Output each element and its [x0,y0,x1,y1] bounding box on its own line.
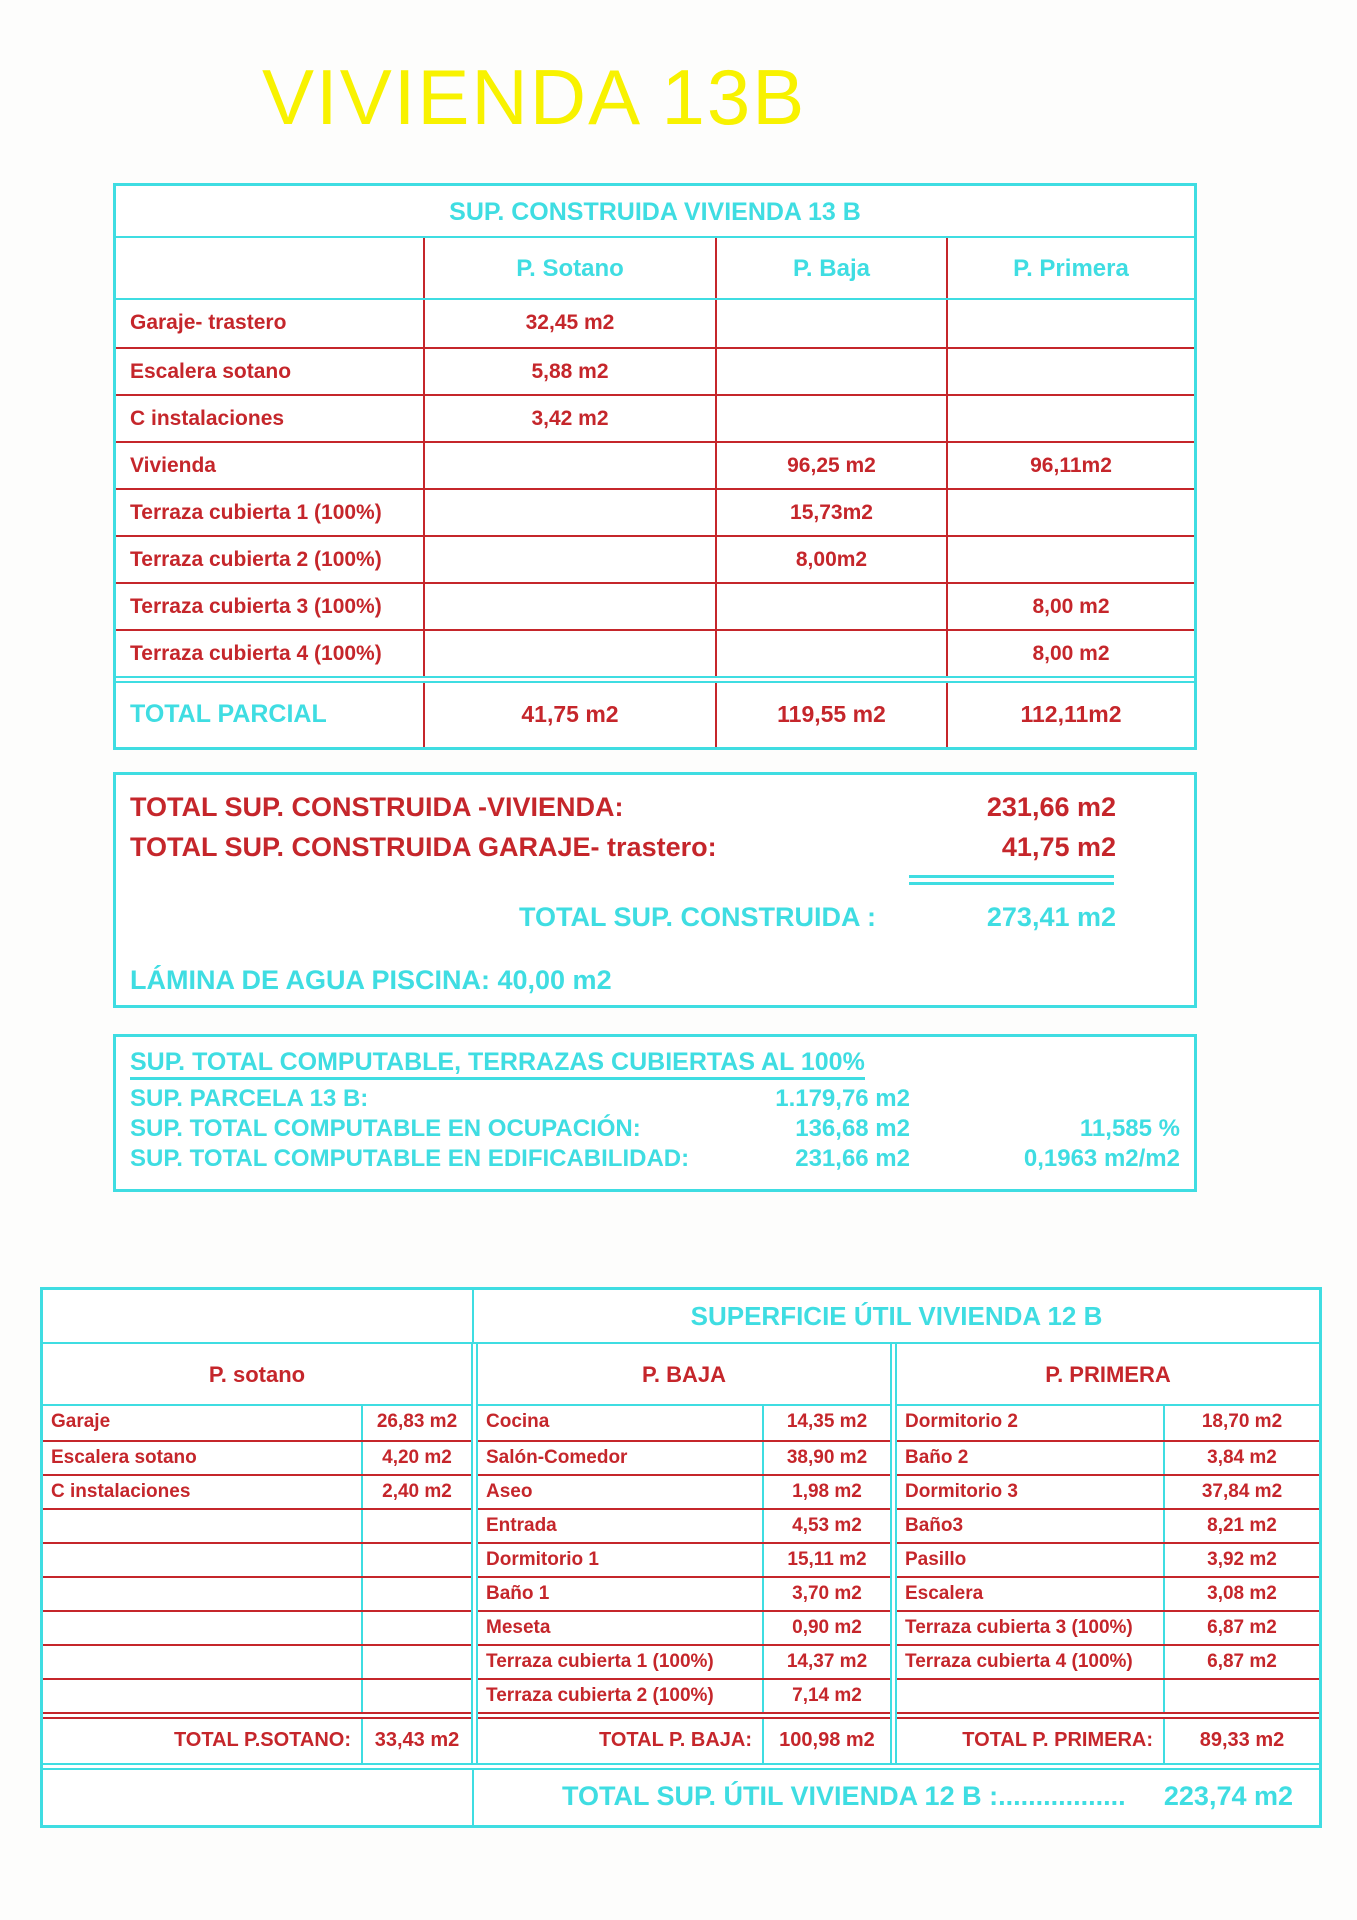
total-garaje-value: 41,75 m2 [1001,832,1116,862]
lamina-piscina-line: LÁMINA DE AGUA PISCINA: 40,00 m2 [130,965,612,995]
computable-line [130,1144,1180,1174]
row-label: Terraza cubierta 1 (100%) [486,1651,714,1672]
total-parcial-row [116,683,1194,747]
table-row [43,1406,471,1440]
table-row [897,1678,1319,1712]
row-value: 6,87 m2 [1163,1646,1319,1678]
total-construida-box [113,772,1197,1008]
row-label [897,1680,1163,1712]
row-value [361,1578,471,1610]
total-vivienda-line [116,787,1194,827]
computable-label: SUP. TOTAL COMPUTABLE EN EDIFICABILIDAD: [130,1145,690,1172]
row-label [43,1680,361,1712]
sum-rule [909,875,1114,885]
row-value-baja [715,300,946,347]
total-sotano-row [43,1719,471,1763]
row-label: C instalaciones [51,1481,191,1502]
table-row [478,1440,890,1474]
computable-heading: SUP. TOTAL COMPUTABLE, TERRAZAS CUBIERTAS AL 100% [130,1047,865,1080]
util-table-title: SUPERFICIE ÚTIL VIVIENDA 12 B [690,1301,1103,1331]
computable-extra: 11,585 % [1079,1115,1180,1142]
row-value-sotano: 32,45 m2 [423,300,715,347]
row-value: 14,35 m2 [762,1406,890,1440]
total-parcial-baja: 119,55 m2 [715,683,946,747]
table-row [478,1508,890,1542]
total-garaje-label: TOTAL SUP. CONSTRUIDA GARAJE- trastero: [130,832,717,862]
table-row [43,1440,471,1474]
total-sotano-value: 33,43 m2 [361,1719,471,1763]
row-label: Garaje [51,1411,111,1432]
table-row [116,441,1194,488]
table-row [478,1576,890,1610]
row-value-sotano: 5,88 m2 [423,349,715,394]
table-row [116,394,1194,441]
row-value-primera: 8,00 m2 [946,584,1194,629]
row-value-baja: 15,73m2 [715,490,946,535]
total-parcial-sotano: 41,75 m2 [423,683,715,747]
table-row [478,1406,890,1440]
row-label: Baño3 [905,1515,964,1536]
row-label: Terraza cubierta 1 (100%) [130,501,382,524]
row-value: 3,92 m2 [1163,1544,1319,1576]
group-p-primera [897,1344,1319,1763]
row-value-sotano [423,631,715,676]
computable-line [130,1114,1180,1144]
computable-extra: 0,1963 m2/m2 [1023,1145,1180,1172]
group-rows-primera [897,1406,1319,1712]
group-p-sotano [43,1344,471,1763]
row-value: 8,21 m2 [1163,1510,1319,1542]
row-value: 0,90 m2 [762,1612,890,1644]
table-row [43,1474,471,1508]
row-value: 4,53 m2 [762,1510,890,1542]
row-value-baja [715,584,946,629]
row-label: C instalaciones [130,407,285,430]
row-value: 37,84 m2 [1163,1476,1319,1508]
table-row [897,1406,1319,1440]
totals-separator [43,1712,471,1719]
row-label: Dormitorio 2 [905,1411,1018,1432]
header-p-primera: P. Primera [946,238,1194,298]
row-value-primera [946,349,1194,394]
group-rows-baja [478,1406,890,1712]
total-parcial-primera: 112,11m2 [946,683,1194,747]
header-empty-cell [116,238,423,298]
grand-total-empty-cell [43,1770,474,1825]
table-row [478,1644,890,1678]
row-value: 7,14 m2 [762,1680,890,1712]
table-row [43,1610,471,1644]
table-row [897,1644,1319,1678]
row-value: 4,20 m2 [361,1442,471,1474]
row-value-baja: 96,25 m2 [715,443,946,488]
row-value-baja [715,349,946,394]
totals-separator [897,1712,1319,1719]
group-header-primera: P. PRIMERA [897,1344,1319,1406]
row-label: Entrada [486,1515,557,1536]
row-label: Terraza cubierta 3 (100%) [905,1617,1133,1638]
row-value-sotano [423,443,715,488]
row-value: 18,70 m2 [1163,1406,1319,1440]
row-label: Pasillo [905,1549,967,1570]
row-label: Garaje- trastero [130,311,287,334]
total-primera-value: 89,33 m2 [1163,1719,1319,1763]
row-label: Terraza cubierta 3 (100%) [130,595,382,618]
total-vivienda-value: 231,66 m2 [986,792,1116,822]
table-row [116,582,1194,629]
row-label: Terraza cubierta 4 (100%) [905,1651,1133,1672]
total-sotano-label: TOTAL P.SOTANO: [173,1729,351,1751]
table-row [478,1474,890,1508]
row-label: Dormitorio 3 [905,1481,1018,1502]
row-value-sotano: 3,42 m2 [423,396,715,441]
row-label: Aseo [486,1481,533,1502]
computable-extra [910,1084,1180,1114]
row-value: 3,08 m2 [1163,1578,1319,1610]
row-label: Terraza cubierta 4 (100%) [130,642,382,665]
table-title: SUP. CONSTRUIDA VIVIENDA 13 B [116,186,1194,238]
total-vivienda-label: TOTAL SUP. CONSTRUIDA -VIVIENDA: [130,792,624,822]
page-title: VIVIENDA 13B [262,53,807,141]
totals-separator [478,1712,890,1719]
table-row [478,1678,890,1712]
total-construida-value: 273,41 m2 [986,902,1116,932]
table-row [897,1542,1319,1576]
total-separator [116,676,1194,683]
table-row [897,1474,1319,1508]
row-value [361,1544,471,1576]
row-value [361,1510,471,1542]
table-body [116,300,1194,676]
row-label: Escalera sotano [130,360,292,383]
computable-value: 1.179,76 m2 [775,1085,910,1112]
table-row [43,1678,471,1712]
total-baja-label: TOTAL P. BAJA: [599,1729,752,1751]
row-label: Terraza cubierta 2 (100%) [130,548,382,571]
total-primera-label: TOTAL P. PRIMERA: [962,1729,1153,1751]
row-value [361,1680,471,1712]
grand-total-main [474,1770,1319,1825]
total-construida-label: TOTAL SUP. CONSTRUIDA : [518,902,876,932]
table-row [43,1576,471,1610]
table-row [43,1542,471,1576]
table-row [116,629,1194,676]
table-row [897,1610,1319,1644]
total-baja-row [478,1719,890,1763]
row-value-sotano [423,490,715,535]
group-header-sotano: P. sotano [43,1344,471,1406]
sup-construida-table [113,183,1197,750]
computable-box [113,1034,1197,1192]
grand-total-value: 223,74 m2 [1163,1781,1293,1811]
table-row [116,535,1194,582]
row-label [43,1612,361,1644]
total-primera-row [897,1719,1319,1763]
row-value-primera [946,490,1194,535]
total-construida-line [116,895,1194,939]
row-label: Vivienda [130,454,216,477]
row-value-baja [715,396,946,441]
row-value-baja [715,631,946,676]
grand-total-row [43,1770,1319,1825]
table-row [116,347,1194,394]
table-row [116,300,1194,347]
computable-label: SUP. TOTAL COMPUTABLE EN OCUPACIÓN: [130,1115,641,1142]
header-p-sotano: P. Sotano [423,238,715,298]
row-value [361,1612,471,1644]
grand-total-separator [43,1763,1319,1770]
util-title-row [43,1290,1319,1344]
row-label [43,1544,361,1576]
computable-value: 231,66 m2 [795,1145,910,1172]
group-divider [471,1344,478,1763]
row-value-primera: 8,00 m2 [946,631,1194,676]
util-title-empty-cell [43,1290,474,1342]
group-rows-sotano [43,1406,471,1712]
row-label: Dormitorio 1 [486,1549,599,1570]
total-baja-value: 100,98 m2 [762,1719,890,1763]
group-divider [890,1344,897,1763]
row-value: 26,83 m2 [361,1406,471,1440]
row-label [43,1646,361,1678]
row-value-primera [946,537,1194,582]
row-label [43,1510,361,1542]
row-label: Meseta [486,1617,551,1638]
group-p-baja [478,1344,890,1763]
row-label [43,1578,361,1610]
row-value-baja: 8,00m2 [715,537,946,582]
superficie-util-table [40,1287,1322,1828]
row-value-primera [946,396,1194,441]
row-label: Terraza cubierta 2 (100%) [486,1685,714,1706]
computable-lines [130,1084,1180,1174]
row-label: Cocina [486,1411,550,1432]
row-value: 14,37 m2 [762,1646,890,1678]
row-label: Salón-Comedor [486,1447,628,1468]
row-value: 6,87 m2 [1163,1612,1319,1644]
row-label: Baño 1 [486,1583,550,1604]
row-value: 1,98 m2 [762,1476,890,1508]
header-p-baja: P. Baja [715,238,946,298]
total-garaje-line [116,827,1194,867]
row-label: Baño 2 [905,1447,969,1468]
grand-total-label: TOTAL SUP. ÚTIL VIVIENDA 12 B :................. [562,1781,1126,1811]
table-row [116,488,1194,535]
group-header-baja: P. BAJA [478,1344,890,1406]
row-value: 3,70 m2 [762,1578,890,1610]
row-value-primera [946,300,1194,347]
total-parcial-label: TOTAL PARCIAL [130,700,327,728]
table-row [897,1440,1319,1474]
table-row [478,1610,890,1644]
row-value [1163,1680,1319,1712]
row-value-primera: 96,11m2 [946,443,1194,488]
table-row [43,1508,471,1542]
table-header-row [116,238,1194,300]
util-table-body [43,1344,1319,1763]
row-value-sotano [423,537,715,582]
row-value: 38,90 m2 [762,1442,890,1474]
computable-value: 136,68 m2 [795,1115,910,1142]
row-label: Escalera sotano [51,1447,197,1468]
table-row [43,1644,471,1678]
row-value-sotano [423,584,715,629]
table-row [897,1508,1319,1542]
table-row [478,1542,890,1576]
row-value [361,1646,471,1678]
row-value: 3,84 m2 [1163,1442,1319,1474]
row-value: 15,11 m2 [762,1544,890,1576]
computable-line [130,1084,1180,1114]
row-label: Escalera [905,1583,984,1604]
computable-label: SUP. PARCELA 13 B: [130,1085,369,1112]
row-value: 2,40 m2 [361,1476,471,1508]
table-row [897,1576,1319,1610]
